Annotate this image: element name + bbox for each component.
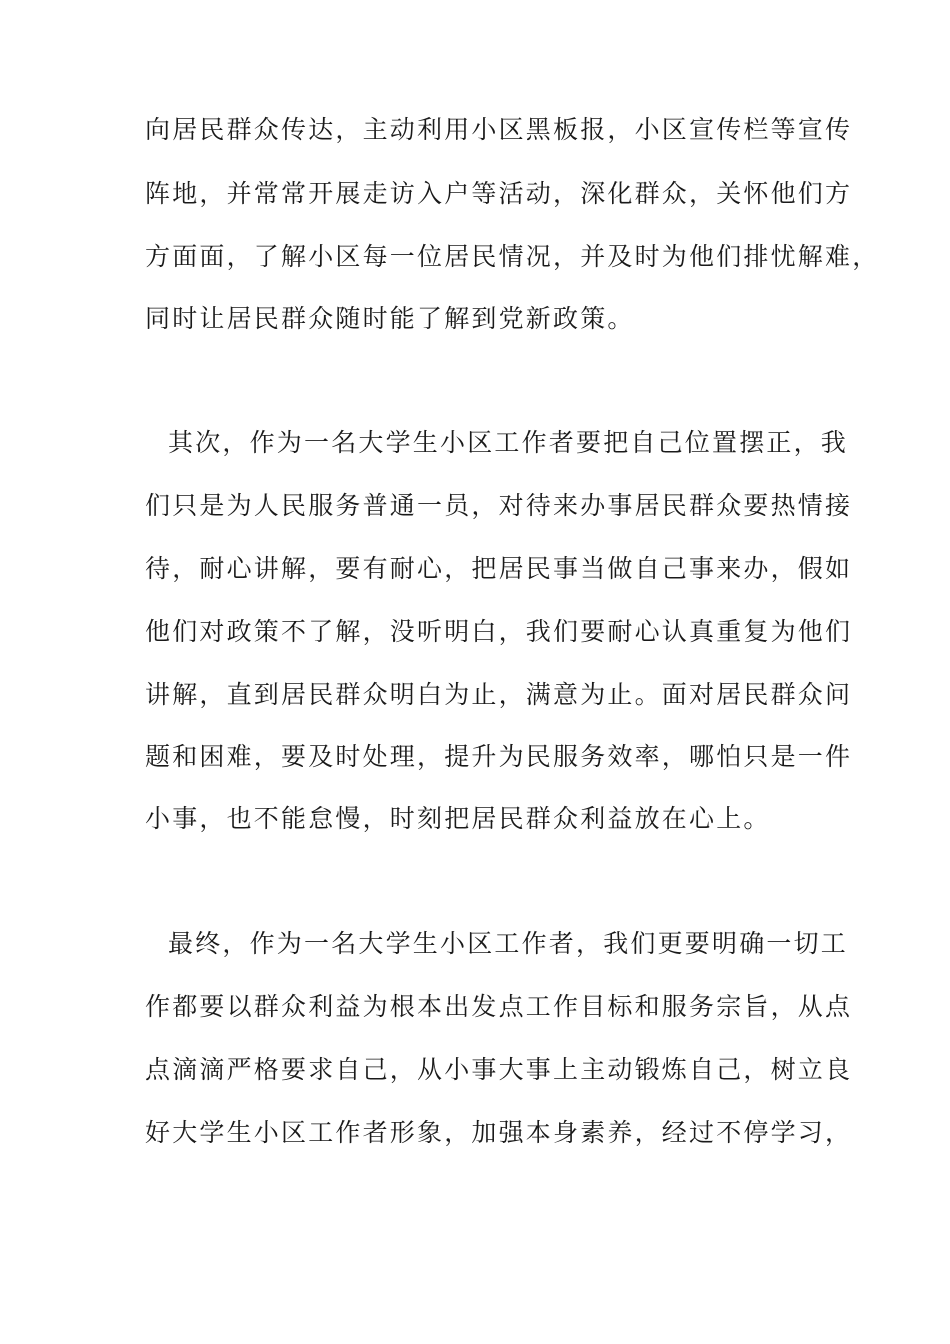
text-line: 方面面，了解小区每一位居民情况，并及时为他们排忧解难， [145,242,880,271]
text-line: 点滴滴严格要求自己，从小事大事上主动锻炼自己，树立良 [145,1055,853,1084]
text-line: 他们对政策不了解，没听明白，我们要耐心认真重复为他们 [145,617,853,646]
text-line: 小事，也不能怠慢，时刻把居民群众利益放在心上。 [145,804,771,833]
text-line: 同时让居民群众随时能了解到党新政策。 [145,304,635,333]
text-line: 好大学生小区工作者形象，加强本身素养，经过不停学习， [145,1118,853,1147]
text-line: 们只是为人民服务普通一员，对待来办事居民群众要热情接 [145,491,853,520]
text-line: 题和困难，要及时处理，提升为民服务效率，哪怕只是一件 [145,742,853,771]
text-line: 其次，作为一名大学生小区工作者要把自己位置摆正，我 [168,428,849,457]
text-line: 讲解，直到居民群众明白为止，满意为止。面对居民群众问 [145,680,853,709]
text-line: 作都要以群众利益为根本出发点工作目标和服务宗旨，从点 [145,992,853,1021]
text-line: 向居民群众传达，主动利用小区黑板报，小区宣传栏等宣传 [145,115,853,144]
text-line: 阵地，并常常开展走访入户等活动，深化群众，关怀他们方 [145,179,853,208]
text-line: 最终，作为一名大学生小区工作者，我们更要明确一切工 [168,929,849,958]
text-line: 待，耐心讲解，要有耐心，把居民事当做自己事来办，假如 [145,554,853,583]
